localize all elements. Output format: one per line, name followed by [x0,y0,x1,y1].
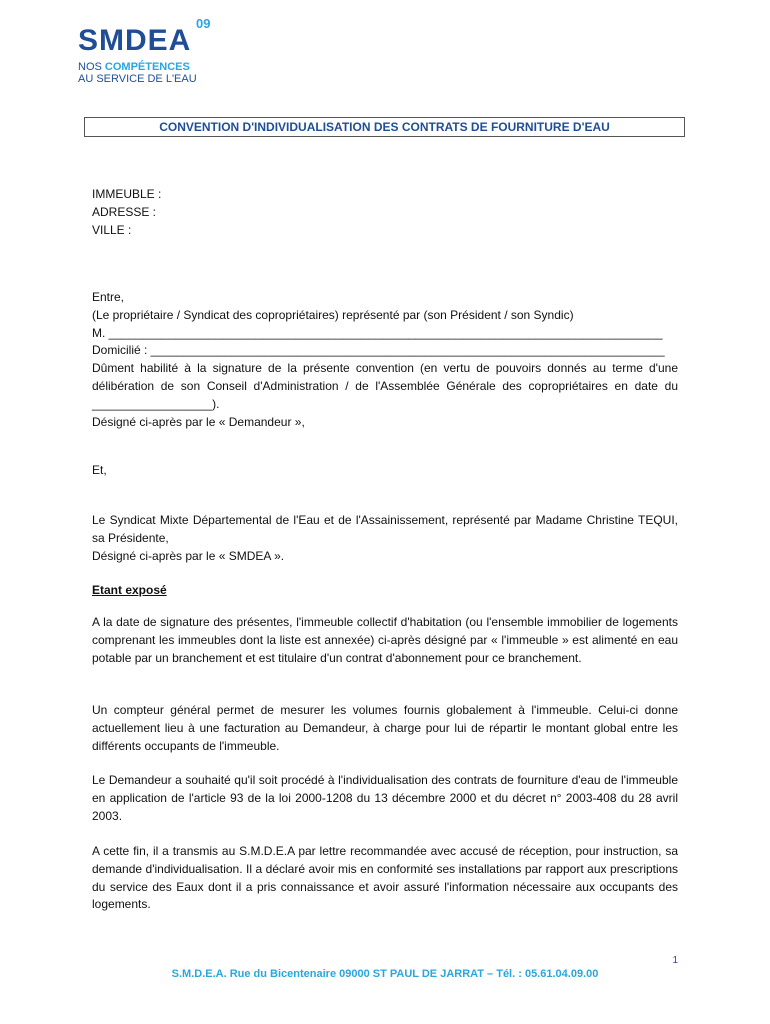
footer-address: S.M.D.E.A. Rue du Bicentenaire 09000 ST PAUL DE JARRAT – Tél. : 05.61.04.09.00 [171,968,599,980]
expose-heading-block [92,582,678,600]
page-number: 1 [672,955,678,966]
parties-block [92,289,678,431]
logo-name: SMDEA [78,24,192,57]
city-label: VILLE : [92,222,132,237]
logo-tagline-1: NOS COMPÉTENCES [78,61,190,73]
building-label: IMMEUBLE : [92,187,162,201]
smdea-logo [78,14,228,88]
entre-text: Entre, [92,290,125,304]
smdea-block [92,512,678,565]
address-block [92,186,678,239]
document-title: CONVENTION D'INDIVIDUALISATION DES CONTRATS DE FOURNITURE D'EAU [84,117,685,137]
domicile-blank-line: Domicilié : _____________________________________________________________________________ [92,343,665,358]
demandeur-designation: Désigné ci-après par le « Demandeur », [92,414,305,429]
name-blank-line: M. ___________________________________________________________________________________ [92,325,663,340]
et-block [92,462,678,480]
address-label: ADRESSE : [92,204,157,219]
expose-paragraph-4: A cette fin, il a transmis au S.M.D.E.A par lettre recommandée avec accusé de réception, pour instruction, sa demande d'individualisation. Il a déclaré avoir mis en conformité ses installations par rapport aux prescriptions du service des Eaux dont il a pris connaissance et avoir assuré l'information nécessaire aux occupants des logements. [92,844,678,912]
smdea-designation: Désigné ci-après par le « SMDEA ». [92,548,285,563]
logo-tagline-2: AU SERVICE DE L'EAU [78,73,197,85]
expose-paragraph-2: Un compteur général permet de mesurer les volumes fournis globalement à l'immeuble. Celui-ci donne actuellement lieu à une facturation au Demandeur, à charge pour lui de répartir le montant global entre les différents occupants de l'immeuble. [92,703,678,753]
smdea-paragraph: Le Syndicat Mixte Départemental de l'Eau et de l'Assainissement, représenté par Madame Christine TEQUI, sa Présidente, [92,513,678,545]
expose-heading: Etant exposé [92,583,167,597]
authority-paragraph: Dûment habilité à la signature de la présente convention (en vertu de pouvoirs donnés au terme d'une délibération de son Conseil d'Administration / de l'Assemblée Générale des copropriétaires en date du __________________). [92,361,678,411]
expose-paragraph-1: A la date de signature des présentes, l'immeuble collectif d'habitation (ou l'ensemble immobilier de logements comprenant les immeubles dont la liste est annexée) ci-après désigné par « l'immeuble » est alimenté en eau potable par un branchement et est titulaire d'un contrat d'abonnement pour ce branchement. [92,615,678,665]
expose-paragraph-3: Le Demandeur a souhaité qu'il soit procédé à l'individualisation des contrats de fourniture d'eau de l'immeuble en application de l'article 93 de la loi 2000-1208 du 13 décembre 2000 et du décret n° 2003-408 du 28 avril 2003. [92,773,678,823]
logo-badge: 09 [196,16,211,31]
owner-line: (Le propriétaire / Syndicat des copropriétaires) représenté par (son Président / son Syndic) [92,307,574,322]
et-text: Et, [92,463,107,477]
